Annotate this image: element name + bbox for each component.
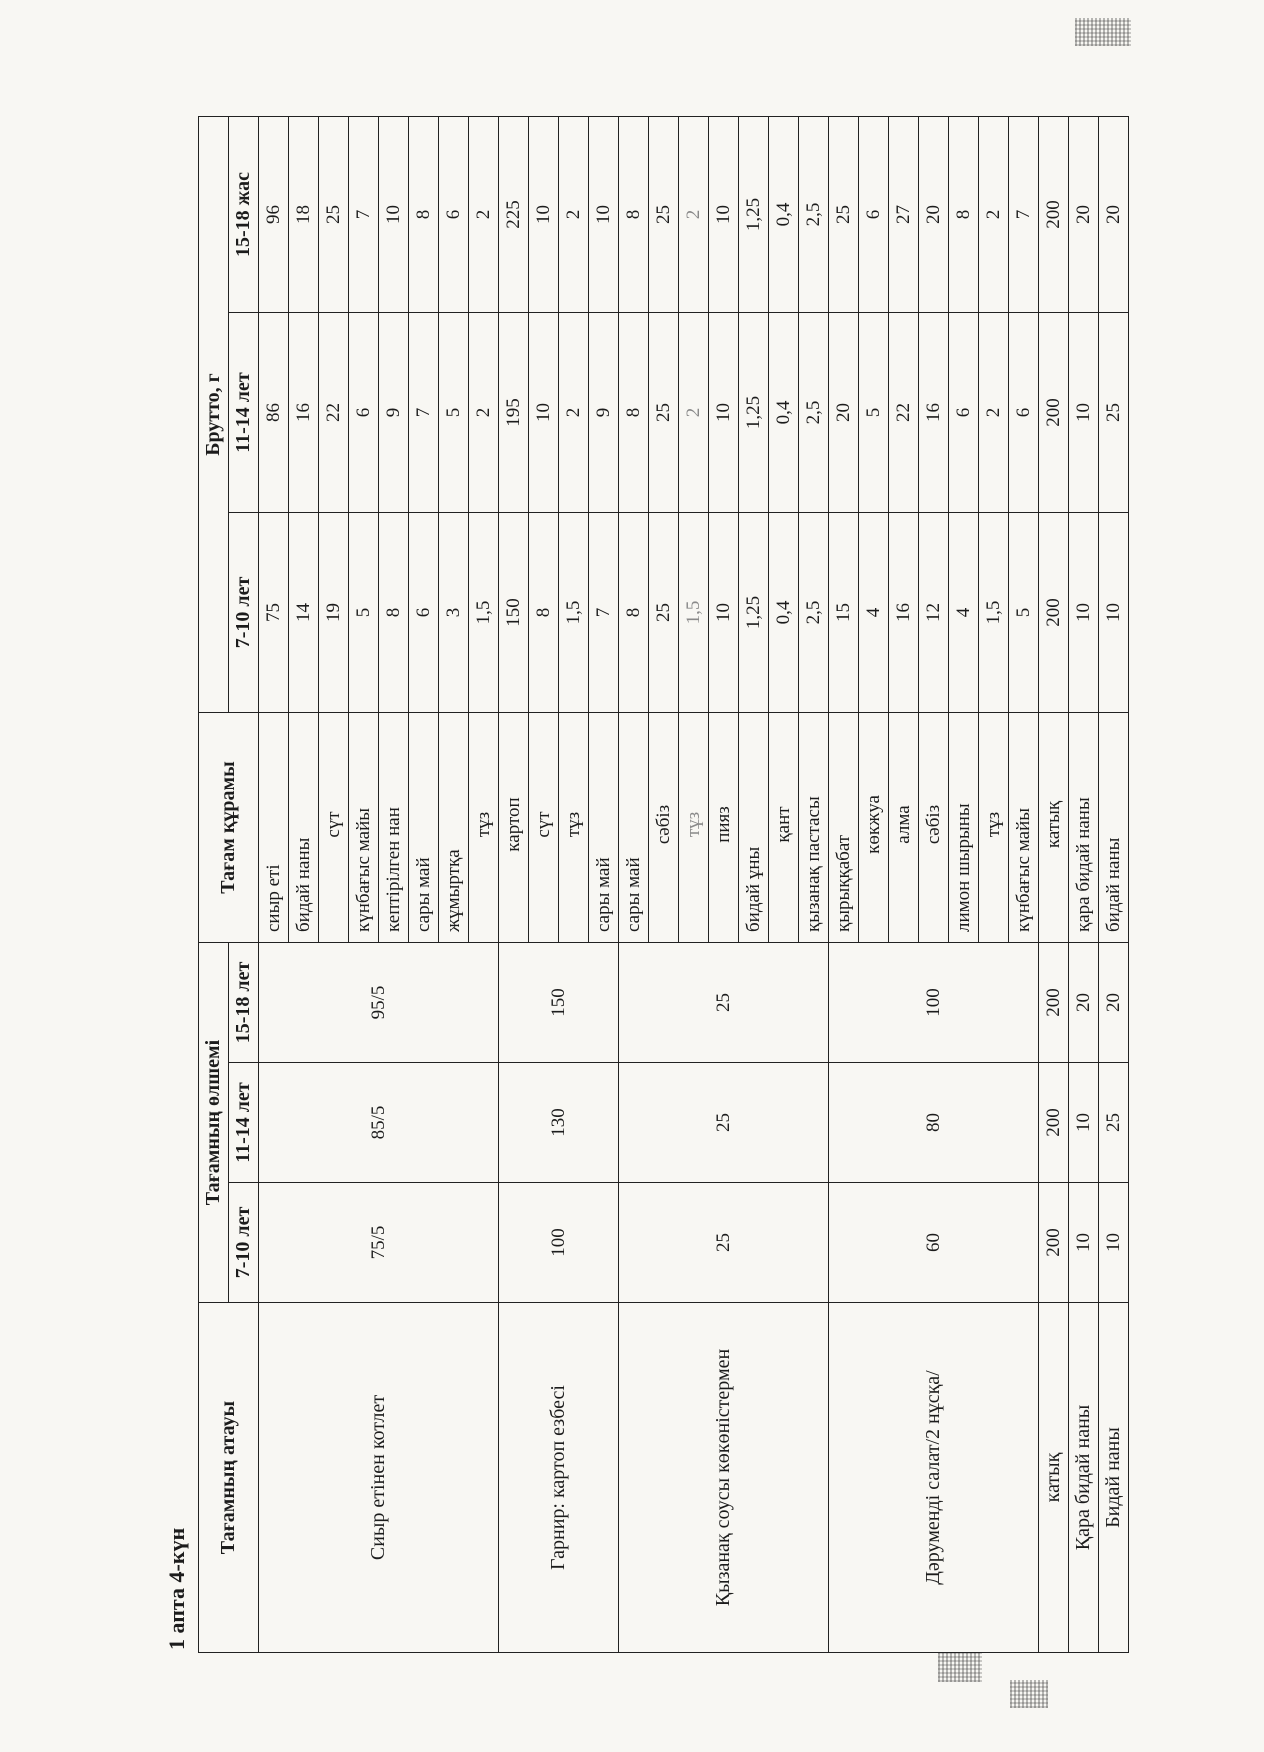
brutto-11-14: 0,4 — [769, 313, 799, 513]
portion-7-10: 10 — [1099, 1183, 1129, 1303]
brutto-11-14: 6 — [949, 313, 979, 513]
brutto-15-18: 10 — [379, 116, 409, 312]
portion-11-14: 25 — [619, 1063, 829, 1183]
ingredient-name: көкжуа — [859, 713, 889, 943]
brutto-11-14: 16 — [289, 313, 319, 513]
brutto-11-14: 2 — [559, 313, 589, 513]
brutto-15-18: 8 — [619, 116, 649, 312]
table-row — [259, 116, 289, 1652]
dish-name: Бидай наны — [1099, 1303, 1129, 1653]
brutto-11-14: 22 — [889, 313, 919, 513]
brutto-7-10: 2,5 — [799, 513, 829, 713]
header-portion-11-14: 11-14 лет — [229, 1063, 259, 1183]
brutto-15-18: 20 — [1069, 116, 1099, 312]
ingredient-name: сүт — [319, 713, 349, 943]
table-row — [499, 116, 529, 1652]
portion-15-18: 20 — [1099, 943, 1129, 1063]
brutto-11-14: 2,5 — [799, 313, 829, 513]
header-dish-name: Тағамның атауы — [199, 1303, 259, 1653]
ingredient-name: тұз — [679, 713, 709, 943]
header-brutto-group: Брутто, г — [199, 116, 229, 712]
portion-7-10: 10 — [1069, 1183, 1099, 1303]
brutto-7-10: 1,5 — [679, 513, 709, 713]
ingredient-name: сары май — [589, 713, 619, 943]
brutto-7-10: 4 — [859, 513, 889, 713]
ingredient-name: картоп — [499, 713, 529, 943]
brutto-15-18: 2 — [979, 116, 1009, 312]
dish-name: катық — [1039, 1303, 1069, 1653]
dish-name: Гарнир: картоп езбесі — [499, 1303, 619, 1653]
brutto-7-10: 4 — [949, 513, 979, 713]
table-row — [619, 116, 649, 1652]
brutto-15-18: 2 — [679, 116, 709, 312]
portion-7-10: 200 — [1039, 1183, 1069, 1303]
portion-11-14: 85/5 — [259, 1063, 499, 1183]
brutto-7-10: 150 — [499, 513, 529, 713]
menu-table — [198, 116, 1129, 1653]
brutto-11-14: 200 — [1039, 313, 1069, 513]
ingredient-name: сәбіз — [649, 713, 679, 943]
ingredient-name: тұз — [469, 713, 499, 943]
ingredient-name: алма — [889, 713, 919, 943]
brutto-11-14: 10 — [1069, 313, 1099, 513]
portion-15-18: 95/5 — [259, 943, 499, 1063]
ingredient-name: қызанақ пастасы — [799, 713, 829, 943]
brutto-11-14: 16 — [919, 313, 949, 513]
dish-name: Қара бидай наны — [1069, 1303, 1099, 1653]
portion-11-14: 25 — [1099, 1063, 1129, 1183]
brutto-7-10: 16 — [889, 513, 919, 713]
brutto-11-14: 2 — [679, 313, 709, 513]
brutto-15-18: 27 — [889, 116, 919, 312]
brutto-7-10: 10 — [709, 513, 739, 713]
brutto-11-14: 5 — [859, 313, 889, 513]
brutto-15-18: 8 — [949, 116, 979, 312]
table-row — [1099, 116, 1129, 1652]
ingredient-name: сары май — [619, 713, 649, 943]
brutto-7-10: 1,5 — [979, 513, 1009, 713]
brutto-7-10: 15 — [829, 513, 859, 713]
ingredient-name: сиыр еті — [259, 713, 289, 943]
portion-11-14: 130 — [499, 1063, 619, 1183]
ingredient-name: сүт — [529, 713, 559, 943]
brutto-15-18: 225 — [499, 116, 529, 312]
brutto-11-14: 2 — [469, 313, 499, 513]
portion-11-14: 200 — [1039, 1063, 1069, 1183]
rotated-sheet — [160, 100, 1124, 1700]
ingredient-name: жұмыртқа — [439, 713, 469, 943]
header-brutto-15-18: 15-18 жас — [229, 116, 259, 312]
dish-name: Қызанақ соусы көкөністермен — [619, 1303, 829, 1653]
ingredient-name: күнбағыс майы — [1009, 713, 1039, 943]
brutto-7-10: 10 — [1099, 513, 1129, 713]
brutto-15-18: 25 — [829, 116, 859, 312]
header-brutto-11-14: 11-14 лет — [229, 313, 259, 513]
brutto-7-10: 1,5 — [559, 513, 589, 713]
brutto-7-10: 7 — [589, 513, 619, 713]
brutto-15-18: 18 — [289, 116, 319, 312]
brutto-15-18: 96 — [259, 116, 289, 312]
brutto-11-14: 10 — [709, 313, 739, 513]
ingredient-name: тұз — [559, 713, 589, 943]
brutto-11-14: 86 — [259, 313, 289, 513]
brutto-15-18: 1,25 — [739, 116, 769, 312]
ingredient-name: сәбіз — [919, 713, 949, 943]
portion-15-18: 100 — [829, 943, 1039, 1063]
brutto-7-10: 19 — [319, 513, 349, 713]
brutto-11-14: 5 — [439, 313, 469, 513]
brutto-15-18: 25 — [319, 116, 349, 312]
brutto-7-10: 8 — [379, 513, 409, 713]
brutto-7-10: 5 — [1009, 513, 1039, 713]
brutto-7-10: 6 — [409, 513, 439, 713]
dish-name: Сиыр етінен котлет — [259, 1303, 499, 1653]
ingredient-name: кептірілген нан — [379, 713, 409, 943]
brutto-11-14: 25 — [1099, 313, 1129, 513]
portion-7-10: 25 — [619, 1183, 829, 1303]
brutto-15-18: 10 — [529, 116, 559, 312]
table-row — [1039, 116, 1069, 1652]
brutto-15-18: 0,4 — [769, 116, 799, 312]
brutto-11-14: 22 — [319, 313, 349, 513]
brutto-7-10: 1,25 — [739, 513, 769, 713]
ingredient-name: лимон шырыны — [949, 713, 979, 943]
portion-7-10: 60 — [829, 1183, 1039, 1303]
brutto-15-18: 200 — [1039, 116, 1069, 312]
ingredient-name: күнбағыс майы — [349, 713, 379, 943]
brutto-7-10: 10 — [1069, 513, 1099, 713]
brutto-7-10: 5 — [349, 513, 379, 713]
header-portion-7-10: 7-10 лет — [229, 1183, 259, 1303]
header-portion-15-18: 15-18 лет — [229, 943, 259, 1063]
portion-7-10: 100 — [499, 1183, 619, 1303]
brutto-11-14: 9 — [589, 313, 619, 513]
brutto-15-18: 6 — [439, 116, 469, 312]
brutto-15-18: 2 — [559, 116, 589, 312]
brutto-15-18: 10 — [709, 116, 739, 312]
ingredient-name: тұз — [979, 713, 1009, 943]
ingredient-name: бидай ұны — [739, 713, 769, 943]
ingredient-name: бидай наны — [289, 713, 319, 943]
scan-noise-top — [1075, 18, 1131, 46]
brutto-11-14: 195 — [499, 313, 529, 513]
dish-name: Дәрумендi салат/2 нұсқа/ — [829, 1303, 1039, 1653]
ingredient-name: қырыққабат — [829, 713, 859, 943]
brutto-7-10: 0,4 — [769, 513, 799, 713]
brutto-7-10: 14 — [289, 513, 319, 713]
brutto-11-14: 6 — [1009, 313, 1039, 513]
ingredient-name: катық — [1039, 713, 1069, 943]
table-row — [829, 116, 859, 1652]
brutto-7-10: 25 — [649, 513, 679, 713]
portion-15-18: 25 — [619, 943, 829, 1063]
ingredient-name: бидай наны — [1099, 713, 1129, 943]
brutto-7-10: 75 — [259, 513, 289, 713]
ingredient-name: қант — [769, 713, 799, 943]
header-portion-group: Тағамның өлшемі — [199, 943, 229, 1303]
portion-11-14: 80 — [829, 1063, 1039, 1183]
brutto-15-18: 6 — [859, 116, 889, 312]
brutto-7-10: 8 — [619, 513, 649, 713]
ingredient-name: пияз — [709, 713, 739, 943]
brutto-11-14: 9 — [379, 313, 409, 513]
brutto-11-14: 10 — [529, 313, 559, 513]
portion-11-14: 10 — [1069, 1063, 1099, 1183]
portion-7-10: 75/5 — [259, 1183, 499, 1303]
brutto-7-10: 12 — [919, 513, 949, 713]
page-caption: 1 апта 4-күн — [164, 1527, 189, 1650]
brutto-7-10: 1,5 — [469, 513, 499, 713]
brutto-7-10: 200 — [1039, 513, 1069, 713]
ingredient-name: қара бидай наны — [1069, 713, 1099, 943]
brutto-15-18: 10 — [589, 116, 619, 312]
ingredient-name: сары май — [409, 713, 439, 943]
brutto-15-18: 7 — [1009, 116, 1039, 312]
brutto-11-14: 1,25 — [739, 313, 769, 513]
header-brutto-7-10: 7-10 лет — [229, 513, 259, 713]
table-row — [1069, 116, 1099, 1652]
brutto-15-18: 7 — [349, 116, 379, 312]
brutto-11-14: 2 — [979, 313, 1009, 513]
brutto-15-18: 25 — [649, 116, 679, 312]
portion-15-18: 20 — [1069, 943, 1099, 1063]
brutto-15-18: 2,5 — [799, 116, 829, 312]
brutto-11-14: 6 — [349, 313, 379, 513]
brutto-15-18: 2 — [469, 116, 499, 312]
brutto-7-10: 8 — [529, 513, 559, 713]
brutto-15-18: 20 — [919, 116, 949, 312]
brutto-11-14: 25 — [649, 313, 679, 513]
brutto-7-10: 3 — [439, 513, 469, 713]
brutto-11-14: 20 — [829, 313, 859, 513]
portion-15-18: 150 — [499, 943, 619, 1063]
brutto-15-18: 20 — [1099, 116, 1129, 312]
header-composition: Тағам құрамы — [199, 713, 259, 943]
header-row-1 — [199, 116, 229, 1652]
brutto-11-14: 7 — [409, 313, 439, 513]
portion-15-18: 200 — [1039, 943, 1069, 1063]
brutto-15-18: 8 — [409, 116, 439, 312]
brutto-11-14: 8 — [619, 313, 649, 513]
